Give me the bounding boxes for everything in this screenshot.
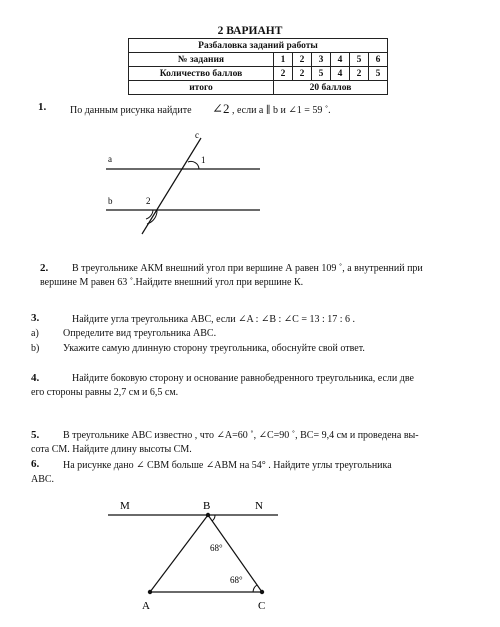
label-angle-b: 68° — [210, 543, 223, 553]
side-ab — [150, 515, 208, 592]
score-table — [128, 38, 388, 95]
points-cell: 2 — [350, 67, 369, 81]
point-c — [260, 590, 264, 594]
q1-figure — [100, 128, 280, 240]
q3-b-label: b) — [31, 343, 40, 354]
q1-number: 1. — [38, 101, 47, 113]
points-cell: 5 — [369, 67, 388, 81]
points-cell: 5 — [312, 67, 331, 81]
label-angle-c: 68° — [230, 575, 243, 585]
point-b — [206, 513, 210, 517]
q5-line1: В треугольнике АВС известно , что ∠A=60 ˚, ∠C=90 ˚, BC= 9,4 см и проведена вы- — [63, 430, 419, 441]
angle1-arc — [188, 161, 199, 169]
q1-text — [70, 102, 331, 117]
angle-b-arc — [212, 515, 215, 521]
q1-text-a: По данным рисунка найдите — [70, 105, 192, 116]
table-row-tasks — [129, 53, 388, 67]
point-a — [148, 590, 152, 594]
q1-text-b: , если a ∥ b и ∠1 = 59 ˚. — [231, 105, 331, 116]
angle-c-arc — [253, 585, 257, 592]
row-label-points: Количество баллов — [129, 67, 274, 81]
label-a-vertex: A — [142, 600, 150, 612]
q3-a-text: Определите вид треугольника АВС. — [63, 328, 217, 339]
q1-angle: ∠2 — [212, 101, 230, 116]
task-cell: 6 — [369, 53, 388, 67]
q4-number: 4. — [31, 372, 40, 384]
q6-line1: На рисунке дано ∠ CBM больше ∠ABM на 54° . Найдите углы треугольника — [63, 460, 392, 471]
total-cell: 20 баллов — [274, 81, 388, 95]
table-row-total — [129, 81, 388, 95]
q4-line1: Найдите боковую сторону и основание равнобедренного треугольника, если две — [72, 373, 414, 384]
table-title-row — [129, 39, 388, 53]
task-cell: 5 — [350, 53, 369, 67]
q3-a-label: a) — [31, 328, 39, 339]
task-cell: 4 — [331, 53, 350, 67]
q3-number: 3. — [31, 312, 40, 324]
variant-title: 2 ВАРИАНТ — [217, 25, 283, 37]
transversal-c — [142, 138, 201, 234]
points-cell: 2 — [274, 67, 293, 81]
q2-line1: В треугольнике АКМ внешний угол при вершине А равен 109 ˚, а внутренний при — [72, 263, 423, 274]
q2-number: 2. — [40, 262, 49, 274]
q4-line2: его стороны равны 2,7 см и 6,5 см. — [31, 387, 179, 398]
q5-number: 5. — [31, 429, 40, 441]
label-n: N — [255, 500, 263, 512]
table-row-points — [129, 67, 388, 81]
label-b-vertex: B — [203, 500, 211, 512]
label-b: b — [108, 196, 113, 206]
label-angle-1: 1 — [201, 155, 206, 165]
row-label-tasks: № задания — [129, 53, 274, 67]
task-cell: 3 — [312, 53, 331, 67]
label-c: c — [195, 130, 199, 140]
row-label-total: итого — [129, 81, 274, 95]
q6-figure — [100, 495, 300, 620]
points-cell: 2 — [293, 67, 312, 81]
q3-b-text: Укажите самую длинную сторону треугольника, обоснуйте свой ответ. — [63, 343, 365, 354]
table-title: Разбаловка заданий работы — [129, 39, 388, 53]
q3-text: Найдите угла треугольника АВС, если ∠A : ∠B : ∠C = 13 : 17 : 6 . — [72, 314, 356, 325]
label-m: M — [120, 500, 130, 512]
label-a: a — [108, 154, 112, 164]
task-cell: 1 — [274, 53, 293, 67]
q6-line2: АВС. — [31, 474, 55, 485]
q5-line2: сота СМ. Найдите длину высоты СМ. — [31, 444, 192, 455]
points-cell: 4 — [331, 67, 350, 81]
q2-line2: вершине М равен 63 ˚.Найдите внешний угол при вершине К. — [40, 277, 304, 288]
q6-number: 6. — [31, 458, 40, 470]
task-cell: 2 — [293, 53, 312, 67]
label-angle-2: 2 — [146, 196, 151, 206]
label-c-vertex: C — [258, 600, 266, 612]
